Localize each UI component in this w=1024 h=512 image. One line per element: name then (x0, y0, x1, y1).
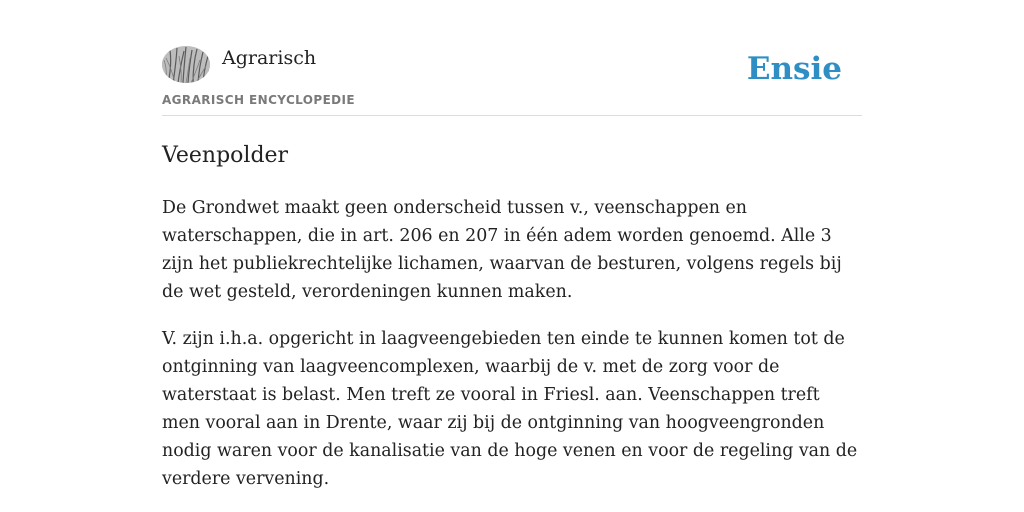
ensie-brand-logo[interactable]: Ensie (746, 51, 842, 87)
wheat-logo-icon[interactable] (162, 46, 210, 83)
source-name[interactable]: Agrarisch (222, 47, 317, 69)
source-subtitle[interactable]: AGRARISCH ENCYCLOPEDIE (162, 93, 355, 107)
article-header (162, 38, 862, 116)
article-paragraph: V. zijn i.h.a. opgericht in laagveengebieden ten einde te kunnen komen tot de ontginning van laagveencomplexen, waarbij de v. met de zorg voor de waterstaat is belast. Men treft ze vooral in Friesl. aan. Veenschappen treft men vooral aan in Drente, waar zij bij de ontginning van hoogveengronden nodig waren voor de kanalisatie van de hoge venen en voor de regeling van de verdere vervening. (162, 329, 858, 489)
article-card (162, 38, 862, 493)
article-title: Veenpolder (162, 143, 289, 168)
article-paragraph: De Grondwet maakt geen onderscheid tussen v., veenschappen en waterschappen, die in art. 206 en 207 in één adem worden genoemd. Alle 3 zijn het publiekrechtelijke lichamen, waarvan de besturen, volgens regels bij de wet gesteld, verordeningen kunnen maken. (162, 198, 842, 302)
